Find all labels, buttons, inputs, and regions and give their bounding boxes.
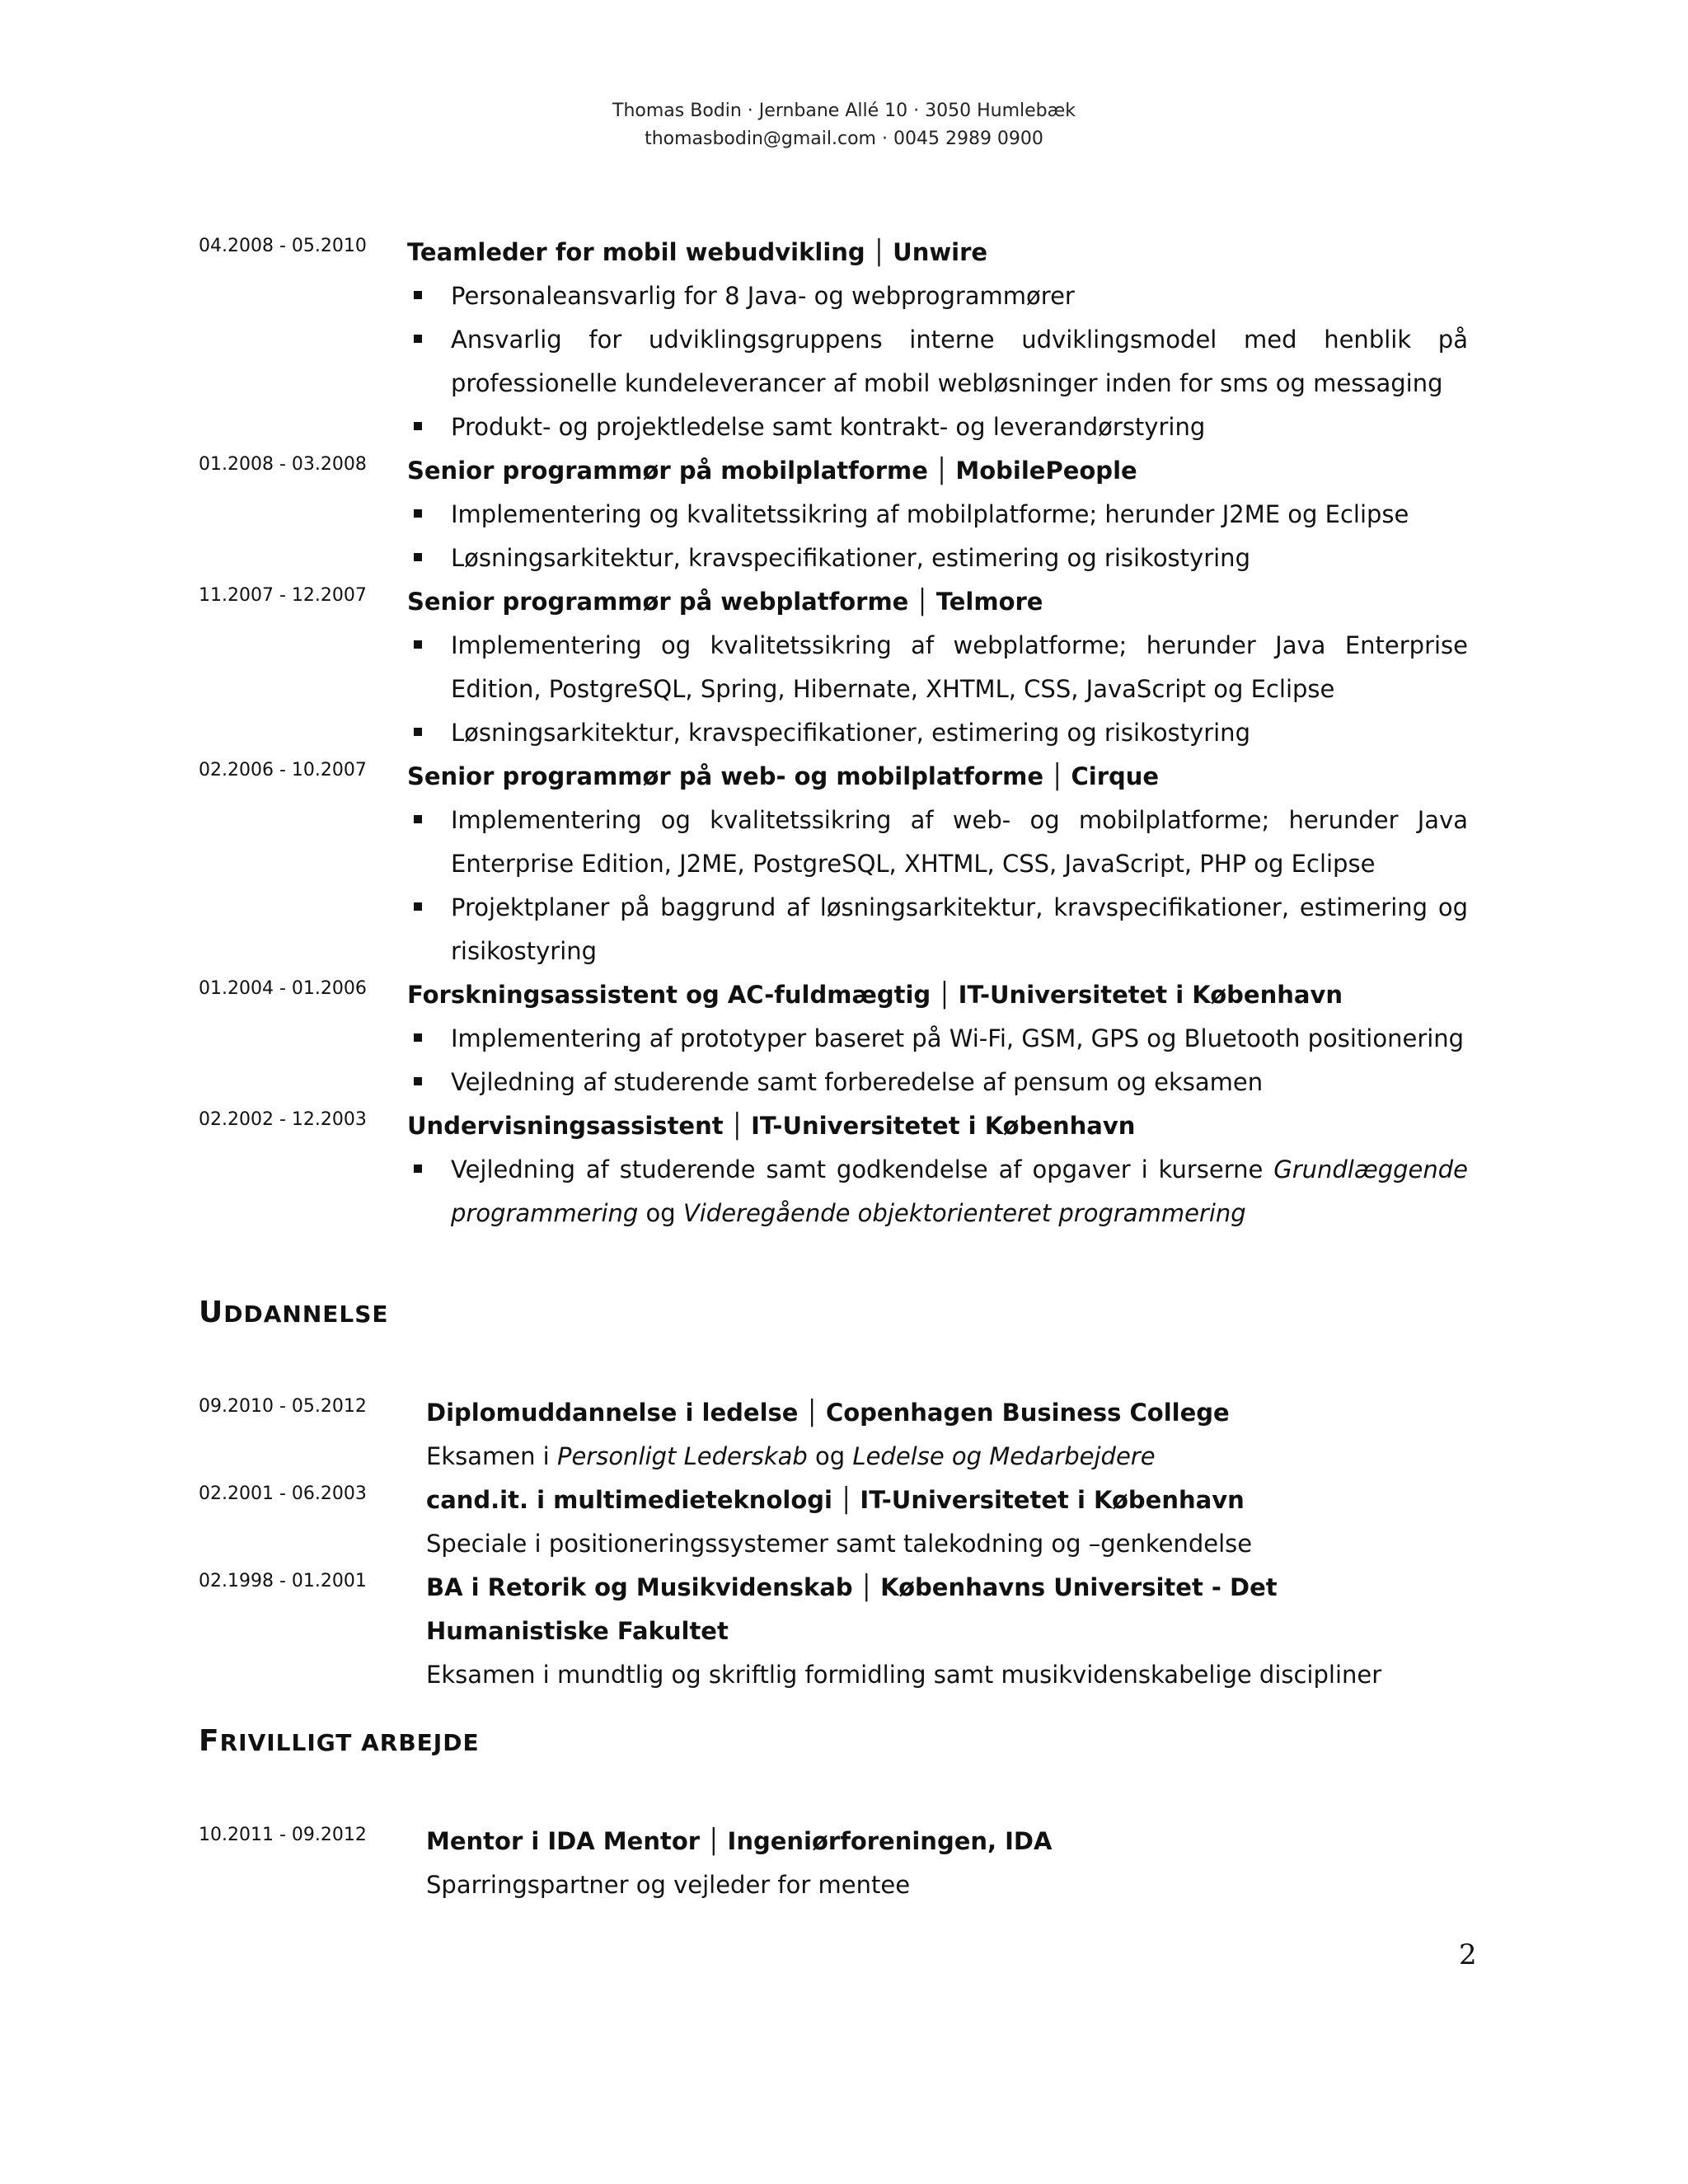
entry-role: cand.it. i multimedieteknologi: [426, 1486, 832, 1514]
entry-org: Telmore: [935, 588, 1043, 616]
entry-title: [407, 755, 1468, 799]
entry-org: Copenhagen Business College: [825, 1399, 1230, 1427]
entry-bullets: [407, 493, 1468, 580]
entry-title: [407, 231, 1468, 274]
entry-date: 01.2008 - 03.2008: [199, 454, 367, 475]
title-separator: │: [706, 1827, 721, 1855]
course-name: Ledelse og Medarbejdere: [852, 1442, 1156, 1470]
entry-role: Forskningsassistent og AC-fuldmægtig: [407, 981, 931, 1009]
title-separator: │: [934, 457, 950, 485]
entry-role: Senior programmør på web- og mobilplatforme: [407, 762, 1044, 790]
bullet-item: Implementering og kvalitetssikring af webplatforme; herunder Java Enterprise Edition, PostgreSQL, Spring, Hibernate, XHTML, CSS, JavaScript og Eclipse: [407, 624, 1468, 711]
bullet-item: Implementering og kvalitetssikring af web- og mobilplatforme; herunder Java Enterprise Edition, J2ME, PostgreSQL, XHTML, CSS, JavaScript, PHP og Eclipse: [407, 799, 1468, 886]
title-separator: │: [1050, 762, 1065, 790]
title-separator: │: [804, 1399, 819, 1427]
entry-title: [426, 1820, 1468, 1863]
course-name: Videregående objektorienteret programmering: [682, 1199, 1246, 1227]
bullet-item: Implementering af prototyper baseret på Wi-Fi, GSM, GPS og Bluetooth positionering: [407, 1017, 1468, 1061]
education-section: [199, 1391, 1468, 1697]
heading-rest: DDANNELSE: [223, 1301, 389, 1328]
entry-org: MobilePeople: [955, 457, 1137, 485]
bullet-item: Vejledning af studerende samt forberedelse af pensum og eksamen: [407, 1061, 1468, 1104]
entry-title: [426, 1566, 1468, 1653]
entry-description: Eksamen i mundtlig og skriftlig formidling samt musikvidenskabelige discipliner: [426, 1661, 1382, 1689]
entry-role: Teamleder for mobil webudvikling: [407, 238, 865, 266]
volunteer-entry: [199, 1820, 1468, 1907]
entry-date: 10.2011 - 09.2012: [199, 1825, 367, 1845]
bullet-item: Personaleansvarlig for 8 Java- og webprogrammører: [407, 274, 1468, 318]
entry-title: [426, 1479, 1468, 1522]
bullet-item: [407, 1148, 1468, 1235]
entry-bullets: [407, 1017, 1468, 1104]
bullet-item: Løsningsarkitektur, kravspecifikationer, estimering og risikostyring: [407, 537, 1468, 580]
entry-bullets: [407, 1148, 1468, 1235]
entry-title: [426, 1391, 1468, 1435]
title-separator: │: [871, 238, 887, 266]
entry-date: 11.2007 - 12.2007: [199, 585, 367, 606]
entry-bullets: [407, 274, 1468, 449]
experience-entry: [199, 449, 1468, 580]
entry-bullets: [407, 799, 1468, 973]
entry-role: Senior programmør på mobilplatforme: [407, 457, 928, 485]
title-separator: │: [859, 1573, 874, 1601]
entry-org: Cirque: [1071, 762, 1160, 790]
experience-entry: [199, 755, 1468, 973]
title-separator: │: [838, 1486, 854, 1514]
contact-header: [0, 97, 1688, 153]
bullet-text: Vejledning af studerende samt godkendelse af opgaver i kurserne: [451, 1155, 1274, 1183]
desc-text: og: [807, 1442, 853, 1470]
title-separator: │: [729, 1112, 745, 1140]
bullet-item: Løsningsarkitektur, kravspecifikationer, estimering og risikostyring: [407, 711, 1468, 755]
experience-entry: [199, 580, 1468, 755]
experience-entry: [199, 973, 1468, 1104]
entry-org: IT-Universitetet i København: [860, 1486, 1245, 1514]
entry-date: 01.2004 - 01.2006: [199, 978, 367, 999]
course-name: Grundlæggende programmering: [451, 1155, 1468, 1227]
entry-title: [407, 973, 1468, 1017]
entry-description: [426, 1435, 1468, 1479]
entry-org: Københavns Universitet - Det Humanistiske Fakultet: [426, 1573, 1278, 1645]
entry-bullets: [407, 624, 1468, 755]
entry-title: [407, 1104, 1468, 1148]
title-separator: │: [915, 588, 930, 616]
entry-org: Ingeniørforeningen, IDA: [727, 1827, 1053, 1855]
entry-title: [407, 449, 1468, 493]
address-line: Thomas Bodin · Jernbane Allé 10 · 3050 Humlebæk: [612, 101, 1076, 121]
entry-role: Diplomuddannelse i ledelse: [426, 1399, 799, 1427]
heading-initial: F: [199, 1724, 220, 1758]
page-number: 2: [1459, 1938, 1477, 1971]
education-heading: [199, 1296, 389, 1329]
entry-date: 02.2006 - 10.2007: [199, 760, 367, 780]
bullet-item: Ansvarlig for udviklingsgruppens interne udviklingsmodel med henblik på professionelle kundeleverancer af mobil webløsninger inden for sms og messaging: [407, 318, 1468, 405]
education-entry: [199, 1566, 1468, 1697]
entry-description: Speciale i positioneringssystemer samt talekodning og –genkendelse: [426, 1530, 1253, 1558]
volunteer-section: [199, 1820, 1468, 1907]
entry-org: Unwire: [893, 238, 988, 266]
entry-role: Undervisningsassistent: [407, 1112, 724, 1140]
entry-role: Mentor i IDA Mentor: [426, 1827, 701, 1855]
desc-text: Eksamen i: [426, 1442, 557, 1470]
volunteer-heading: [199, 1724, 480, 1758]
entry-role: Senior programmør på webplatforme: [407, 588, 909, 616]
education-entry: [199, 1391, 1468, 1479]
course-name: Personligt Lederskab: [556, 1442, 808, 1470]
entry-description: Sparringspartner og vejleder for mentee: [426, 1871, 911, 1899]
entry-org: IT-Universitetet i København: [751, 1112, 1136, 1140]
bullet-item: Projektplaner på baggrund af løsningsarkitektur, kravspecifikationer, estimering og risikostyring: [407, 886, 1468, 973]
title-separator: │: [937, 981, 952, 1009]
bullet-item: Produkt- og projektledelse samt kontrakt- og leverandørstyring: [407, 405, 1468, 449]
entry-date: 02.1998 - 01.2001: [199, 1571, 367, 1591]
entry-org: IT-Universitetet i København: [958, 981, 1343, 1009]
heading-rest: RIVILLIGT ARBEJDE: [219, 1729, 480, 1756]
bullet-text: og: [638, 1199, 683, 1227]
experience-section: [199, 231, 1468, 1235]
education-entry: [199, 1479, 1468, 1566]
entry-title: [407, 580, 1468, 624]
heading-initial: U: [199, 1296, 224, 1329]
entry-date: 09.2010 - 05.2012: [199, 1396, 367, 1417]
entry-role: BA i Retorik og Musikvidenskab: [426, 1573, 853, 1601]
bullet-item: Implementering og kvalitetssikring af mobilplatforme; herunder J2ME og Eclipse: [407, 493, 1468, 537]
experience-entry: [199, 231, 1468, 449]
entry-date: 02.2001 - 06.2003: [199, 1483, 367, 1504]
experience-entry: [199, 1104, 1468, 1235]
contact-line: thomasbodin@gmail.com · 0045 2989 0900: [645, 129, 1043, 149]
entry-date: 04.2008 - 05.2010: [199, 236, 367, 256]
entry-date: 02.2002 - 12.2003: [199, 1109, 367, 1130]
